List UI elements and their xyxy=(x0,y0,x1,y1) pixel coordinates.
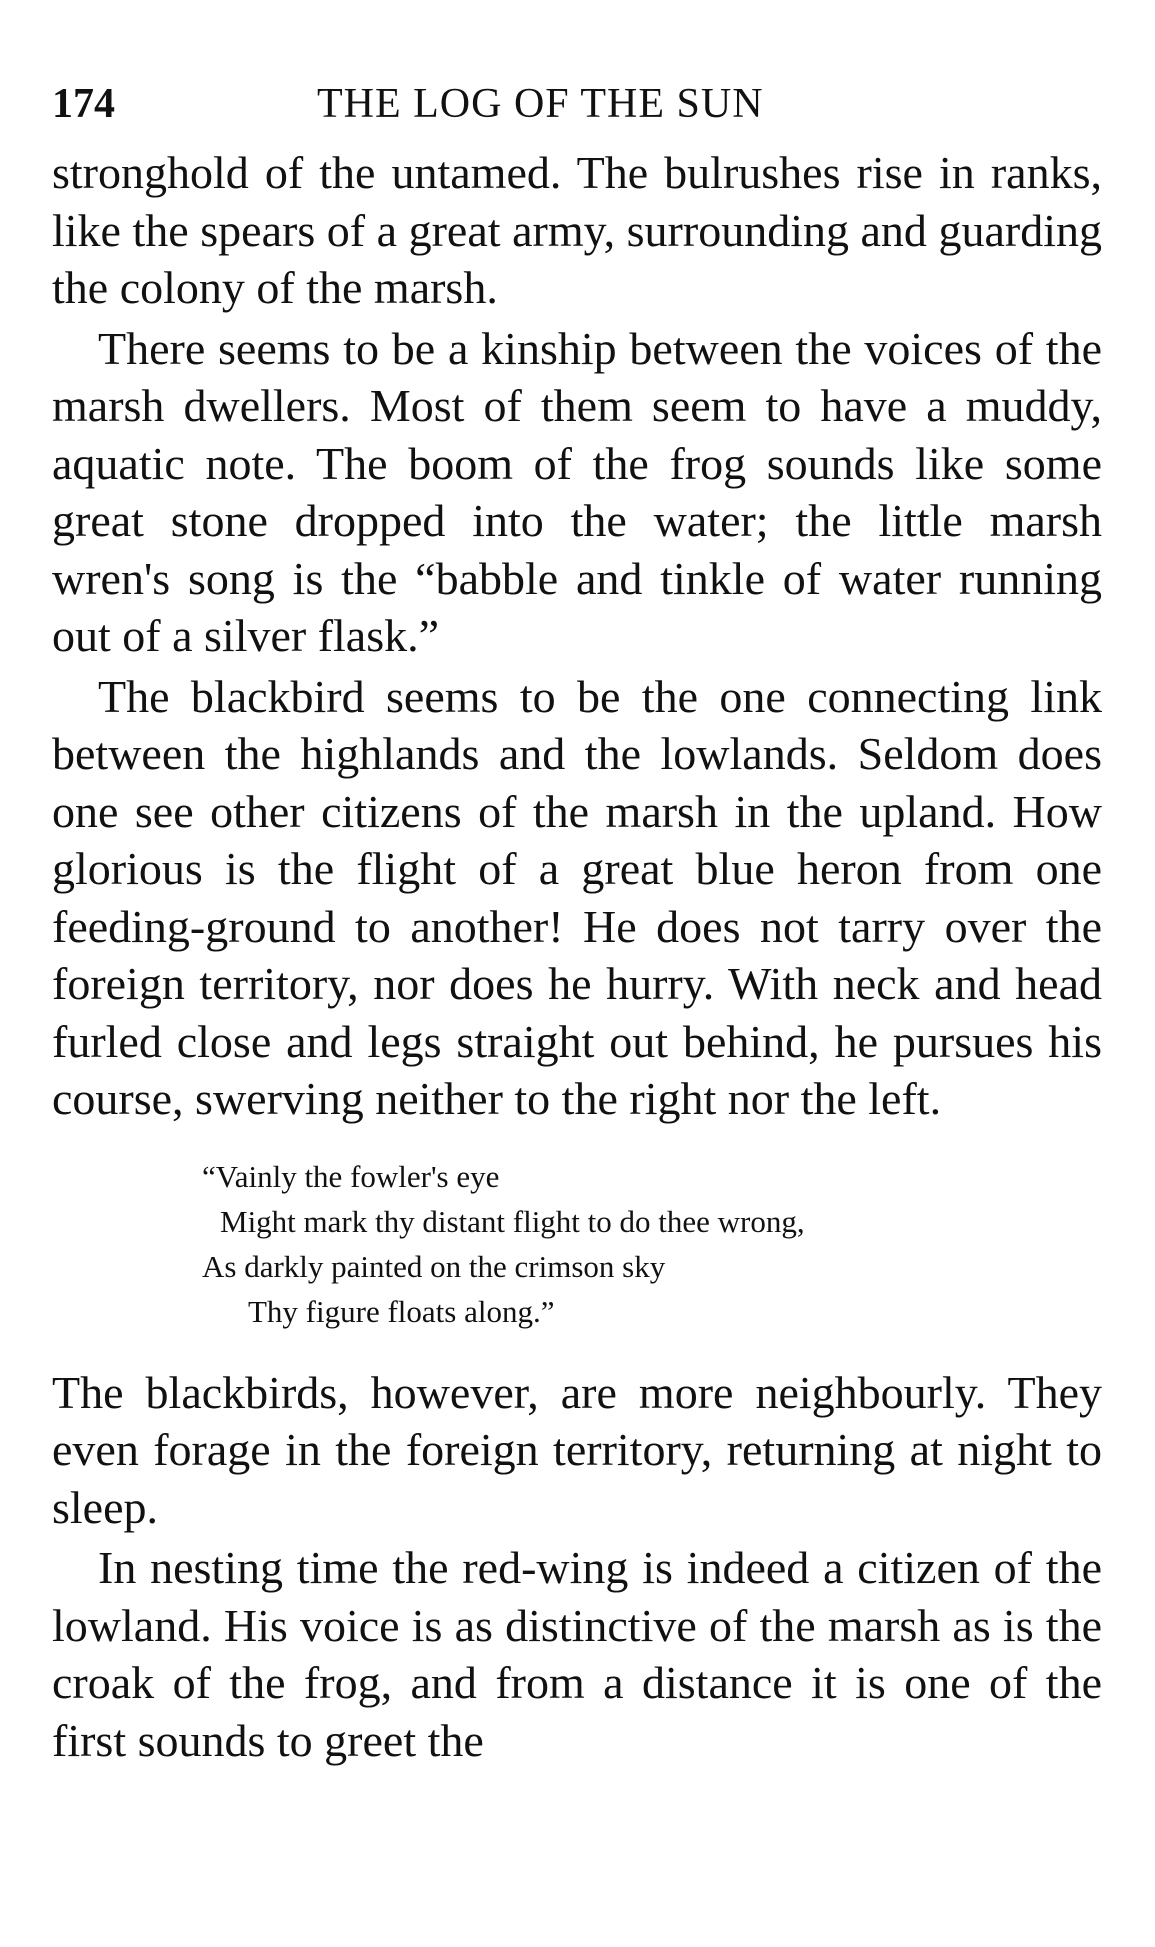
book-page xyxy=(52,78,1102,1772)
poem-line: “Vainly the fowler's eye xyxy=(202,1158,500,1194)
body-text xyxy=(52,144,1102,1769)
poem-line: Might mark thy distant flight to do thee wrong, xyxy=(220,1203,805,1239)
running-head xyxy=(52,78,1102,130)
paragraph-blackbirds-neighbourly: The blackbirds, however, are more neighbourly. They even forage in the foreign territory, returning at night to sleep. xyxy=(52,1366,1102,1533)
poem-quotation xyxy=(202,1154,1102,1334)
page-number: 174 xyxy=(52,81,115,127)
paragraph-marsh-voices: There seems to be a kinship between the voices of the marsh dwellers. Most of them seem to have a muddy, aquatic note. The boom of the frog sounds like some great stone dropped into the water; the little marsh wren's song is the “babble and tinkle of water running out of a silver flask.” xyxy=(52,322,1102,661)
poem-line: As darkly painted on the crimson sky xyxy=(202,1248,666,1284)
paragraph-continuation: stronghold of the untamed. The bulrushes rise in ranks, like the spears of a great army, surrounding and guarding the colony of the marsh. xyxy=(52,147,1102,313)
poem-line: Thy figure floats along.” xyxy=(248,1293,555,1329)
paragraph-blackbird-heron: The blackbird seems to be the one connecting link between the highlands and the lowlands. Seldom does one see other citizens of the marsh in the upland. How glorious is the flight of a great blue heron from one feeding-ground to another! He does not tarry over the foreign territory, nor does he hurry. With neck and head furled close and legs straight out behind, he pursues his course, swerving neither to the right nor the left. xyxy=(52,670,1102,1124)
running-title: THE LOG OF THE SUN xyxy=(317,81,764,127)
paragraph-red-wing: In nesting time the red-wing is indeed a citizen of the lowland. His voice is as distinctive of the marsh as is the croak of the frog, and from a distance it is one of the first sounds to greet the xyxy=(52,1542,1102,1766)
